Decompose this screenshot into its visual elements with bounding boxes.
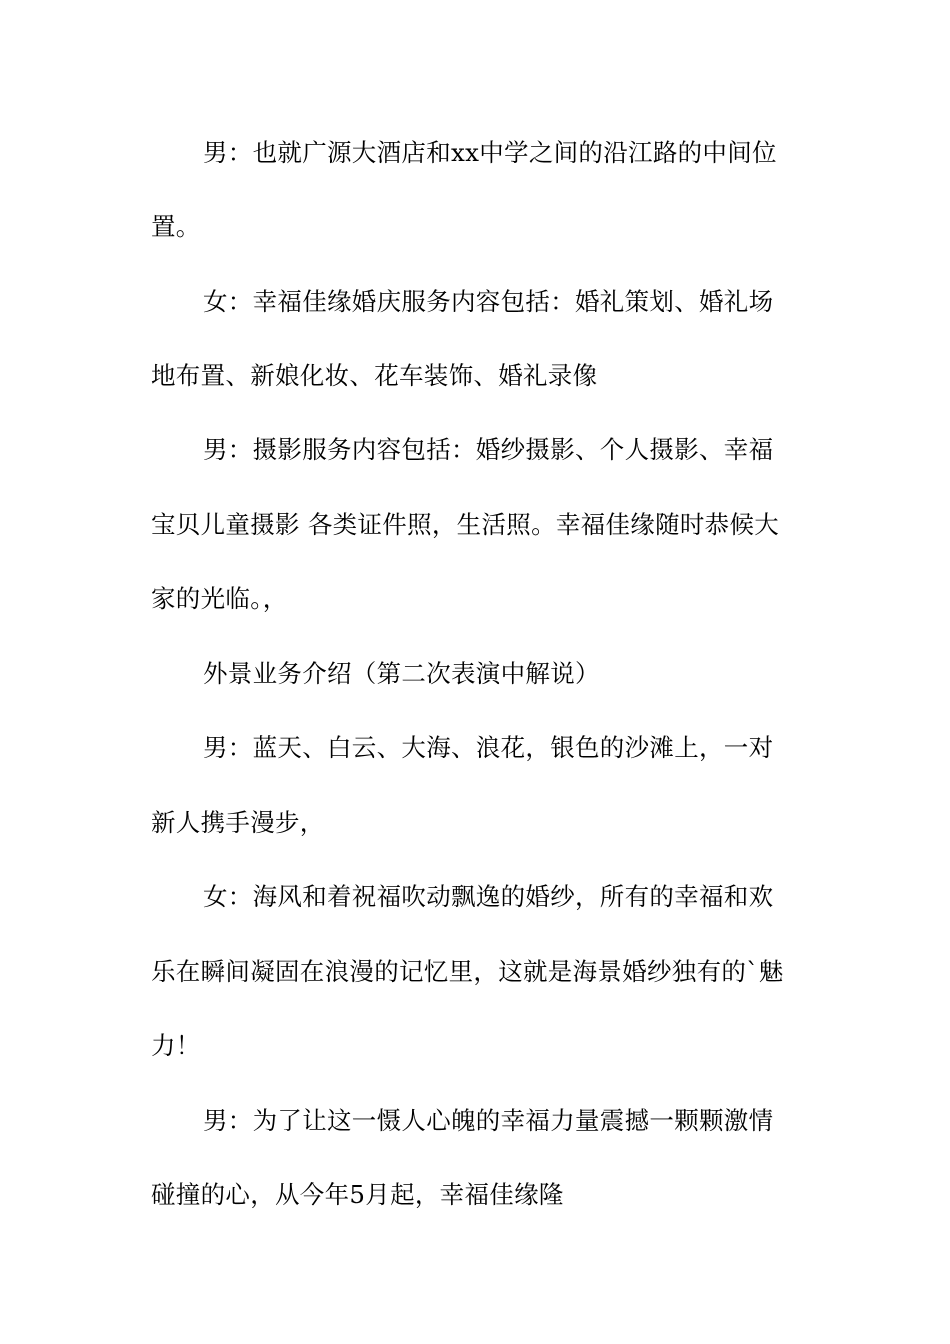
paragraph-line: 宝贝儿童摄影 各类证件照，生活照。幸福佳缘随时恭候大 xyxy=(151,510,780,539)
section-heading-line: 外景业务介绍（第二次表演中解说） xyxy=(203,659,600,688)
paragraph-line: 女：幸福佳缘婚庆服务内容包括：婚礼策划、婚礼场 xyxy=(203,287,774,316)
paragraph-line: 地布置、新娘化妆、花车装饰、婚礼录像 xyxy=(151,361,598,390)
paragraph-line: 置。 xyxy=(151,212,201,241)
paragraph-line: 乐在瞬间凝固在浪漫的记忆里，这就是海景婚纱独有的`魅 xyxy=(151,957,784,986)
paragraph-line: 家的光临。， xyxy=(151,584,288,613)
paragraph-line: 力！ xyxy=(151,1031,201,1060)
paragraph-line: 女：海风和着祝福吹动飘逸的婚纱，所有的幸福和欢 xyxy=(203,882,774,911)
paragraph-line: 男：蓝天、白云、大海、浪花，银色的沙滩上，一对 xyxy=(203,733,774,762)
paragraph-line: 碰撞的心，从今年5月起，幸福佳缘隆 xyxy=(151,1180,564,1209)
paragraph-line: 男：为了让这一慑人心魄的幸福力量震撼一颗颗激情 xyxy=(203,1106,774,1135)
paragraph-line: 男：摄影服务内容包括：婚纱摄影、个人摄影、幸福 xyxy=(203,435,774,464)
paragraph-line: 新人携手漫步， xyxy=(151,808,325,837)
paragraph-line: 男：也就广源大酒店和xx中学之间的沿江路的中间位 xyxy=(203,138,777,167)
